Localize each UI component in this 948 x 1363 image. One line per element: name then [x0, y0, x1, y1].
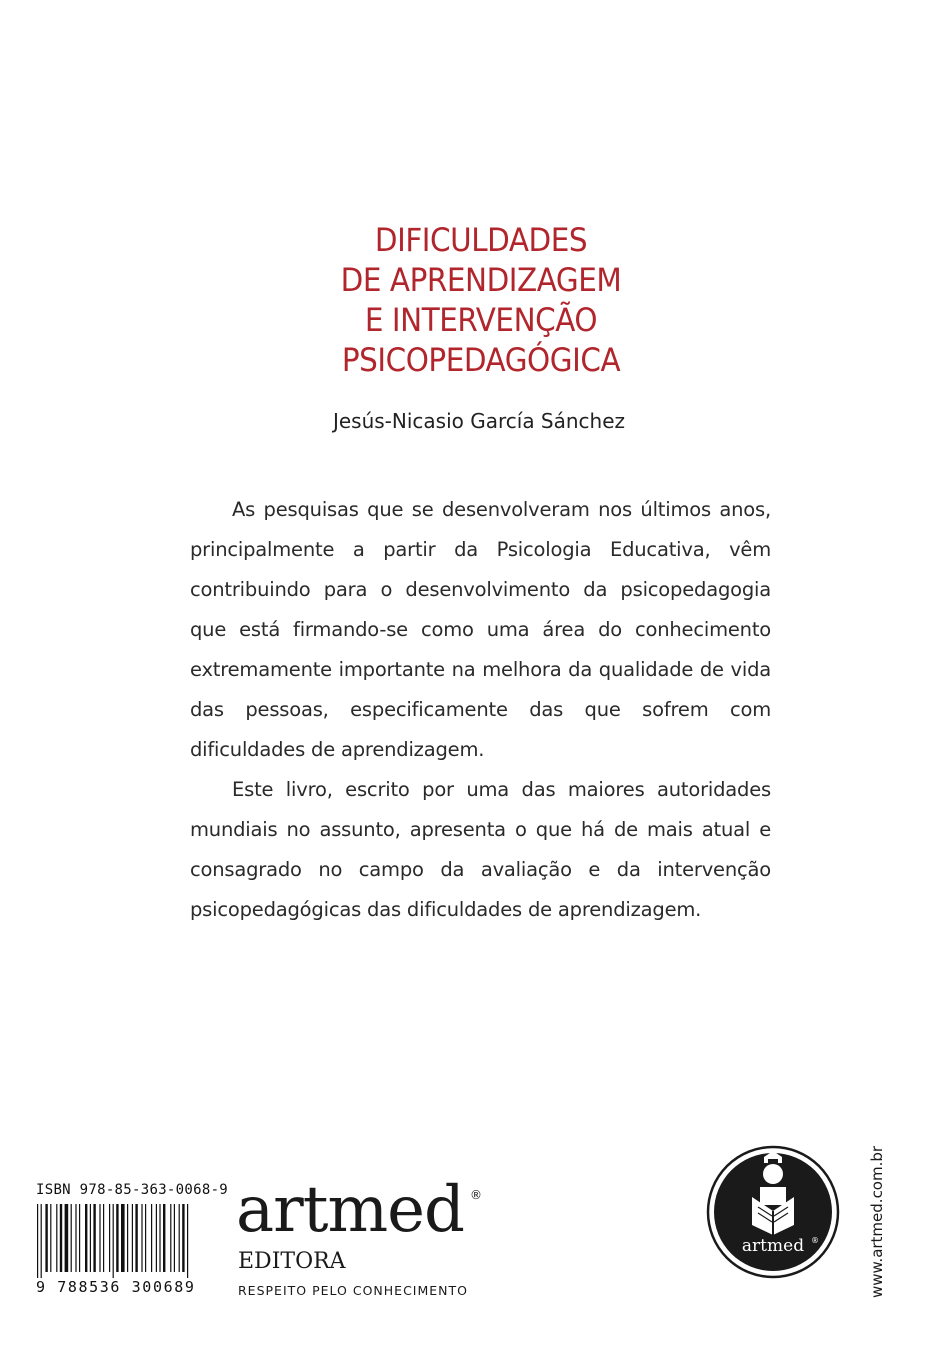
registered-mark: ® [470, 1188, 482, 1202]
barcode-bar [156, 1204, 157, 1272]
barcode-bar [79, 1204, 80, 1272]
synopsis-paragraph-1: As pesquisas que se desenvolveram nos últimos anos, principalmente a partir da Psicologia Educativa, vêm contribuindo para o desenvolvimento da psicopedagogia que está firmando-se como uma área do conhecimento extremamente importante na melhora da qualidade de vida das pessoas, especificamente das que sofrem com dificuldades de aprendizagem. [190, 498, 771, 761]
barcode-bar [116, 1204, 118, 1272]
book-title [314, 220, 647, 380]
barcode-bar [60, 1204, 62, 1272]
barcode-bar [163, 1204, 165, 1272]
publisher-website: www.artmed.com.br [868, 1145, 886, 1298]
barcode-bar [93, 1204, 95, 1272]
barcode-digits: 9 788536 300689 [36, 1278, 196, 1296]
barcode-bar [187, 1204, 188, 1278]
barcode-bar [56, 1204, 57, 1272]
barcode-image [36, 1204, 220, 1278]
barcode-bar [141, 1204, 142, 1272]
barcode-bar [103, 1204, 104, 1272]
author-name: Jesús-Nicasio García Sánchez [332, 409, 626, 433]
publisher-logo-wordmark: artmed [236, 1173, 464, 1247]
barcode-bar [90, 1204, 91, 1272]
barcode-bar [37, 1204, 38, 1278]
barcode-bar [174, 1204, 175, 1272]
seal-registered-mark: ® [811, 1236, 819, 1245]
title-line-3: E INTERVENÇÃO [364, 301, 598, 339]
barcode-bar [113, 1204, 114, 1278]
title-line-1: DIFICULDADES [374, 221, 588, 259]
title-line-4: PSICOPEDAGÓGICA [341, 341, 621, 379]
isbn-label: ISBN 978-85-363-0068-9 [36, 1182, 229, 1198]
publisher-subtitle: EDITORA [238, 1249, 346, 1274]
barcode-bar [85, 1204, 87, 1272]
barcode-bar [121, 1204, 125, 1272]
barcode-bar [99, 1204, 100, 1272]
publisher-motto: RESPEITO PELO CONHECIMENTO [238, 1283, 468, 1298]
barcode-bar [127, 1204, 128, 1272]
barcode-bar [170, 1204, 171, 1272]
barcode-bar [41, 1204, 42, 1278]
synopsis [190, 490, 771, 930]
barcode-bar [65, 1204, 69, 1272]
barcode-bar [151, 1204, 152, 1272]
barcode-bar [132, 1204, 133, 1272]
synopsis-paragraph-2: Este livro, escrito por uma das maiores autoridades mundiais no assunto, apresenta o que há de mais atual e consagrado no campo da avaliação e da intervenção psicopedagógicas das dificuldades de aprendizagem. [190, 778, 771, 921]
publisher-seal-icon [706, 1145, 840, 1279]
barcode-bar [109, 1204, 110, 1272]
barcode-bar [145, 1204, 146, 1272]
barcode-bar [45, 1204, 47, 1272]
title-line-2: DE APRENDIZAGEM [340, 261, 622, 299]
barcode-bar [159, 1204, 160, 1272]
barcode-bar [75, 1204, 76, 1272]
barcode-bar [179, 1204, 180, 1272]
barcode-bar [71, 1204, 72, 1272]
barcode-bar [50, 1204, 51, 1272]
seal-label: artmed [741, 1236, 805, 1256]
barcode-bar [182, 1204, 184, 1272]
barcode-bar [135, 1204, 137, 1272]
